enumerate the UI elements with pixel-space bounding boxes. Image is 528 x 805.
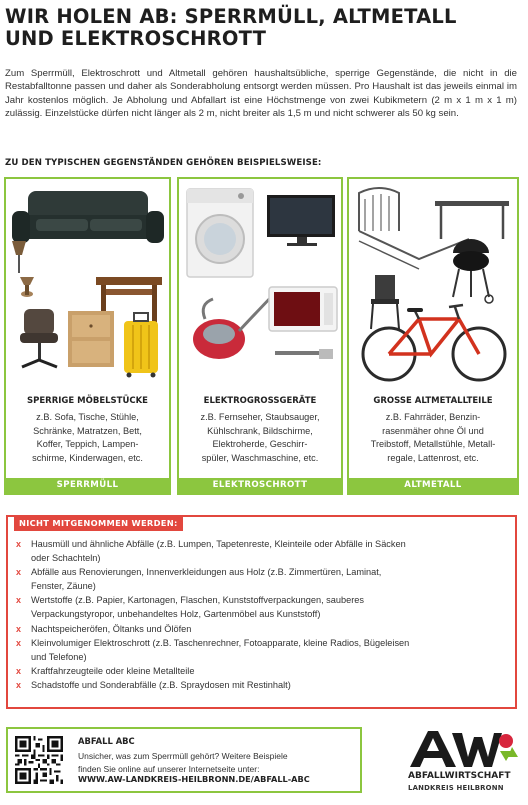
description-line: rasenmäher ohne Öl und <box>382 425 484 436</box>
description-line: finden Sie online auf unserer Internetseite unter: <box>78 763 260 774</box>
list-item: x Wertstoffe (z.B. Papier, Kartonagen, Flaschen, Kunststoffverpackungen, sauberes Verpackungstyropor, unbehandeltes Holz, Gartenmöbel aus Kunststoff) <box>16 595 364 620</box>
cross-icon: x <box>16 567 22 578</box>
list-item: x Schadstoffe und Sonderabfälle (z.B. Spraydosen mit Restinhalt) <box>16 678 507 692</box>
category-altmetall <box>347 177 519 495</box>
list-item: x Kleinvolumiger Elektroschrott (z.B. Taschenrechner, Fotoapparate, kleine Radios, Bügeleisen und Telefone) <box>16 637 410 662</box>
abc-description <box>78 750 358 775</box>
cross-icon: x <box>16 539 22 549</box>
examples-heading: ZU DEN TYPISCHEN GEGENSTÄNDEN GEHÖREN BEISPIELSWEISE: <box>5 158 322 168</box>
description-line: Treibstoff, Metallstühle, Metall- <box>370 439 496 450</box>
category-description <box>14 411 161 465</box>
furniture-icon <box>6 179 169 391</box>
list-item: x Kraftfahrzeugteile oder kleine Metallteile <box>16 664 507 678</box>
list-item: x Hausmüll und ähnliche Abfälle (z.B. Lumpen, Tapetenreste, Kleinteile oder Abfälle in Säcken oder Schachteln) <box>16 539 406 564</box>
category-description <box>357 411 509 465</box>
description-line: Schränke, Matratzen, Bett, <box>33 425 142 436</box>
description-line: regale, Lattenrost, etc. <box>387 452 479 463</box>
category-sperrmuell <box>4 177 171 495</box>
description-line: Kühlschrank, Bildschirme, <box>207 425 313 436</box>
category-panels <box>4 177 519 495</box>
furniture-illustration <box>6 179 169 391</box>
description-line: spüler, Waschmaschine, etc. <box>201 452 319 463</box>
logo-subtitle: LANDKREIS HEILBRONN <box>408 784 504 792</box>
description-line: Elektroherde, Geschirr- <box>212 439 308 450</box>
not-collected-list <box>16 537 507 692</box>
category-elektroschrott <box>177 177 343 495</box>
category-footer: SPERRMÜLL <box>6 478 169 493</box>
cross-icon: x <box>16 623 22 634</box>
description-line: z.B. Fernseher, Staubsauger, <box>200 412 320 422</box>
category-title: SPERRIGE MÖBELSTÜCKE <box>27 396 148 406</box>
category-footer: ELEKTROSCHROTT <box>179 478 341 493</box>
description-line: z.B. Fahrräder, Benzin- <box>385 412 481 422</box>
aw-logo-icon <box>408 727 520 771</box>
abfall-abc-box <box>6 727 362 793</box>
category-title: ELEKTROGROSSGERÄTE <box>203 396 317 406</box>
aw-logo <box>408 727 520 799</box>
qr-code-icon[interactable] <box>15 736 63 784</box>
category-title: GROSSE ALTMETALLTEILE <box>373 396 493 406</box>
intro-paragraph: Zum Sperrmüll, Elektroschrott und Altmetall gehören haushaltsübliche, sperrige Gegenstände, die nicht in die Restabfalltonne passen und daher als Sonderabholung entsorgt werden müssen. Pro Haushalt ist das jeweils einmal im Jahr kostenlos möglich. Je Abholung und Abfallart ist eine Höchstmenge von zwei Kubikmetern (2 m x 1 m x 1 m) zulässig. Einzelstücke dürfen nicht länger als 2 m, nicht breiter als 1,5 m und nicht schwerer als 50 kg sein. <box>5 68 517 120</box>
list-item: x Nachtspeicheröfen, Öltanks und Ölöfen <box>16 622 507 636</box>
cross-icon: x <box>16 637 22 648</box>
description-line: z.B. Sofa, Tische, Stühle, <box>36 412 139 422</box>
description-line: Unsicher, was zum Sperrmüll gehört? Weitere Beispiele <box>78 751 288 761</box>
not-collected-label: NICHT MITGENOMMEN WERDEN: <box>14 515 183 531</box>
title-line: UND ELEKTROSCHROTT <box>5 27 267 50</box>
category-description <box>187 411 333 465</box>
metal-items-illustration <box>349 179 517 391</box>
appliances-illustration <box>179 179 341 391</box>
metal-items-icon <box>349 179 517 391</box>
category-footer: ALTMETALL <box>349 478 517 493</box>
list-item: x Abfälle aus Renovierungen, Innenverkleidungen aus Holz (z.B. Zimmertüren, Laminat, Fenster, Zäune) <box>16 567 382 592</box>
logo-name: ABFALLWIRTSCHAFT <box>408 771 511 781</box>
cross-icon: x <box>16 595 22 606</box>
abc-website-link[interactable]: WWW.AW-LANDKREIS-HEILBRONN.DE/ABFALL-ABC <box>78 774 310 784</box>
title-line: WIR HOLEN AB: SPERRMÜLL, ALTMETALL <box>5 5 457 28</box>
abc-title: ABFALL ABC <box>78 736 135 746</box>
cross-icon: x <box>16 679 22 690</box>
description-line: schirme, Kinderwagen, etc. <box>32 452 143 463</box>
description-line: Koffer, Teppich, Lampen- <box>36 439 139 450</box>
page-title <box>5 6 520 50</box>
appliances-icon <box>179 179 341 391</box>
cross-icon: x <box>16 665 22 676</box>
not-collected-box <box>6 515 517 709</box>
